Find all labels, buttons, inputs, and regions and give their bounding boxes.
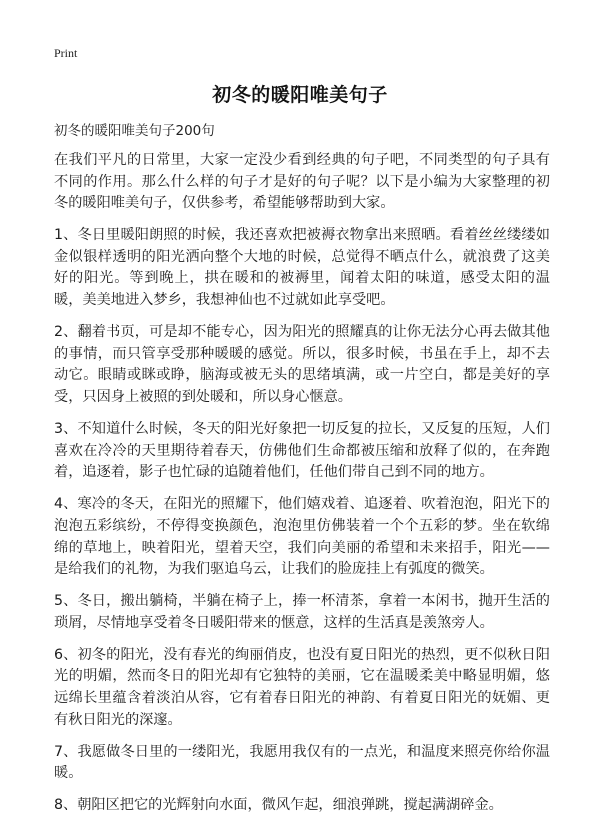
sentence-item-6: 6、初冬的阳光，没有春光的绚丽俏皮，也没有夏日阳光的热烈，更不似秋日阳光的明媚，然而冬日的阳光却有它独特的美丽，它在温暖柔美中略显明媚，悠远绵长里蕴含着淡泊从容，它有着春日阳光的神韵、有着夏日阳光的妩媚、更有秋日阳光的深邃。 (54, 646, 550, 728)
document-body (54, 150, 550, 828)
sentence-item-4: 4、寒冷的冬天，在阳光的照耀下，他们嬉戏着、追逐着、吹着泡泡，阳光下的泡泡五彩缤纷，不停得变换颜色，泡泡里仿佛装着一个个五彩的梦。坐在软绵绵的草地上，映着阳光，望着天空，我们向美丽的希望和未来招手，阳光——是给我们的礼物，为我们驱追乌云，让我们的脸庞挂上有弧度的微笑。 (54, 496, 550, 578)
print-link[interactable]: Print (54, 46, 78, 60)
intro-paragraph: 在我们平凡的日常里，大家一定没少看到经典的句子吧，不同类型的句子具有不同的作用。那么什么样的句子才是好的句子呢？以下是小编为大家整理的初冬的暖阳唯美句子，仅供参考，希望能够帮助到大家。 (54, 152, 550, 212)
sentence-item-7: 7、我愿做冬日里的一缕阳光，我愿用我仅有的一点光，和温度来照亮你给你温暖。 (54, 743, 550, 782)
sentence-item-5: 5、冬日，搬出躺椅，半躺在椅子上，捧一杯清茶，拿着一本闲书，抛开生活的琐屑，尽情地享受着冬日暖阳带来的惬意，这样的生活真是羡煞旁人。 (54, 593, 550, 631)
sentence-item-8: 8、朝阳区把它的光辉射向水面，微风乍起，细浪弹跳，搅起满湖碎金。 (54, 797, 503, 814)
sentence-item-1: 1、冬日里暖阳朗照的时候，我还喜欢把被褥衣物拿出来照晒。看着丝丝缕缕如金似银样透明的阳光洒向整个大地的时候，总觉得不晒点什么，就浪费了这美好的阳光。等到晚上，拱在暖和的被褥里，闻着太阳的味道，感受太阳的温暖，美美地进入梦乡，我想神仙也不过就如此享受吧。 (54, 227, 550, 309)
document-title: 初冬的暖阳唯美句子 (212, 84, 388, 106)
sentence-item-3: 3、不知道什么时候，冬天的阳光好象把一切反复的拉长，又反复的压短，人们喜欢在冷冷的天里期待着春天，仿佛他们生命都被压缩和放释了似的，在奔跑着，追逐着，影子也忙碌的追随着他们，任他们带自己到不同的地方。 (54, 421, 550, 481)
sentence-item-2: 2、翻着书页，可是却不能专心，因为阳光的照耀真的让你无法分心再去做其他的事情，而只管享受那种暖暖的感觉。所以，很多时候，书虽在手上，却不去动它。眼睛或眯或睁，脑海或被无头的思绪填满，或一片空白，都是美好的享受，只因身上被照的到处暖和，所以身心惬意。 (54, 324, 550, 405)
document-subtitle: 初冬的暖阳唯美句子200句 (54, 123, 215, 139)
